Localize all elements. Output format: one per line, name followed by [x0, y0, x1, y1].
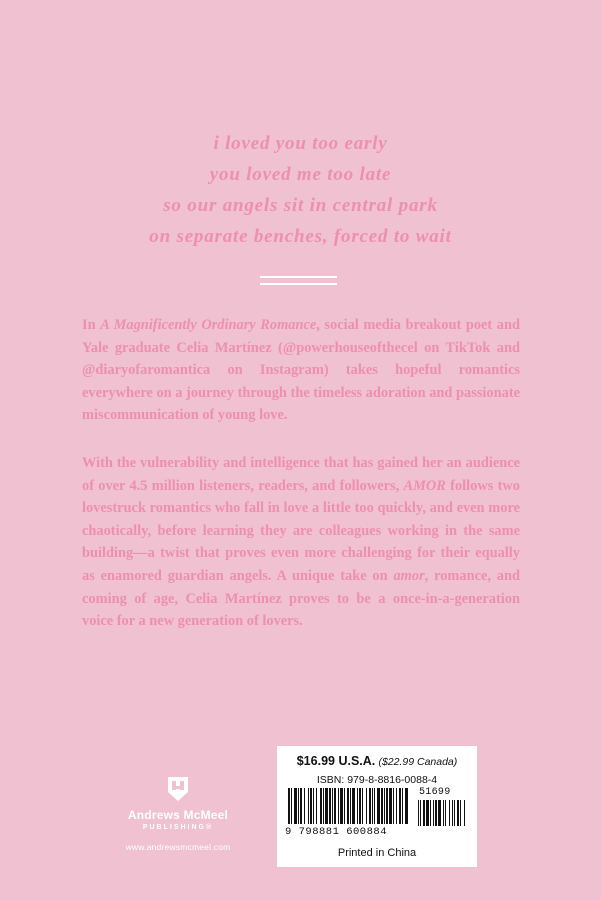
- barcode-bar: [334, 788, 336, 824]
- publisher-url: www.andrewsmcmeel.com: [125, 842, 231, 852]
- barcode-bar: [310, 788, 312, 824]
- barcode-bar: [323, 788, 324, 824]
- barcode-bar: [320, 788, 322, 824]
- barcode-bar: [377, 788, 380, 824]
- barcode-bar: [308, 788, 309, 824]
- text-run: , romance, and coming of age, Celia Martínez proves to be a once-in-a-generation voice for a new generation of lovers.: [82, 567, 520, 630]
- price-usa: $16.99 U.S.A.: [296, 754, 376, 768]
- barcode-bar: [402, 788, 403, 824]
- barcode-bar: [386, 788, 388, 824]
- barcode-bar: [389, 788, 392, 824]
- description-paragraph-1: [82, 314, 520, 427]
- printed-in-text: Printed in China: [337, 847, 417, 859]
- isbn-text: ISBN: 979-8-8816-0088-4: [316, 774, 438, 786]
- barcode-bar: [369, 788, 371, 824]
- poem-line: so our angels sit in central park: [163, 195, 438, 216]
- barcode-bar: [316, 788, 317, 824]
- description-paragraph-2: [82, 452, 520, 633]
- barcode-bar: [393, 788, 394, 824]
- barcode-bar: [381, 788, 383, 824]
- divider-line-top: [260, 276, 337, 278]
- barcode-digits: 9 798881 600884: [285, 826, 388, 838]
- barcode-bar: [304, 788, 305, 824]
- barcode-bar: [374, 788, 375, 824]
- divider-line-bottom: [260, 283, 337, 285]
- barcode-addon-bar: [445, 800, 446, 826]
- publisher-name: Andrews McMeel: [127, 808, 229, 822]
- barcode-bar: [399, 788, 401, 824]
- barcode-addon-bar: [418, 800, 419, 826]
- italic-word: amor: [393, 567, 425, 584]
- text-run: With the vulnerability and intelligence that has gained her an audience of over 4.5 million listeners, readers, and followers,: [82, 455, 520, 494]
- barcode-addon-bar: [464, 800, 465, 826]
- barcode-bar: [288, 788, 290, 824]
- poem-line: i loved you too early: [213, 133, 388, 154]
- barcode-addon-bar: [438, 800, 441, 826]
- price-canada: ($22.99 Canada): [378, 756, 458, 768]
- book-title-italic: AMOR: [403, 477, 446, 494]
- price-line: [277, 754, 477, 768]
- barcode-bar: [344, 788, 345, 824]
- text-run: follows two lovestruck romantics who fall in love a little too quickly, and even more chaotically, before learning they are colleagues working in the same building—a twist that proves even more challenging for their equally as enamored guardian angels. A unique take on: [82, 477, 521, 584]
- barcode-bar: [294, 788, 297, 824]
- barcode-bar: [357, 788, 358, 824]
- barcode-bar: [332, 788, 333, 824]
- barcode-addon-bar: [454, 800, 455, 826]
- text-run: , social media breakout poet and Yale graduate Celia Martínez (@powerhouseofthecel on TikTok and @diaryofaromantica on Instagram) takes hopeful romantics everywhere on a journey through the timeless adoration and passionate miscommunication of young love.: [82, 317, 521, 424]
- book-title-italic: A Magnificently Ordinary Romance: [100, 317, 317, 333]
- barcode-addon-digits: 51699: [419, 787, 451, 798]
- barcode-addon-bar: [460, 800, 461, 826]
- poem-line: on separate benches, forced to wait: [149, 226, 452, 247]
- publisher-subtitle: PUBLISHING®: [142, 824, 214, 831]
- barcode-bar: [372, 788, 373, 824]
- barcode-bar: [313, 788, 314, 824]
- barcode-bar: [340, 788, 343, 824]
- barcode-bar: [405, 788, 408, 824]
- barcode-bar: [347, 788, 349, 824]
- barcode-panel: [277, 746, 477, 867]
- barcode-bar: [291, 788, 292, 824]
- barcode-addon-bar: [423, 800, 425, 826]
- barcode-bar: [350, 788, 351, 824]
- barcode-addon-bar: [430, 800, 431, 826]
- barcode-bar: [359, 788, 361, 824]
- barcode-bar: [338, 788, 339, 824]
- barcode-addon-bar: [426, 800, 429, 826]
- poem-block: [0, 128, 601, 252]
- barcode-addon-bar: [449, 800, 450, 826]
- barcode-bar: [366, 788, 367, 824]
- barcode-bar: [300, 788, 302, 824]
- barcode-bar: [362, 788, 363, 824]
- barcode-bar: [396, 788, 397, 824]
- publisher-block: [108, 776, 248, 852]
- publisher-logo-icon: [167, 776, 189, 802]
- barcode-addon-bar: [433, 800, 434, 826]
- barcode-addon-bar: [435, 800, 437, 826]
- barcode-addon-bar: [452, 800, 453, 826]
- barcode-bar: [298, 788, 299, 824]
- poem-line: you loved me too late: [209, 164, 392, 185]
- barcode-bar: [325, 788, 328, 824]
- barcode-bar: [352, 788, 355, 824]
- barcode-addon-bar: [420, 800, 421, 826]
- barcode-addon-bar: [443, 800, 444, 826]
- barcode-addon-bar: [457, 800, 459, 826]
- barcode-bar: [384, 788, 385, 824]
- barcode-bar: [329, 788, 331, 824]
- text-run: In: [82, 317, 101, 333]
